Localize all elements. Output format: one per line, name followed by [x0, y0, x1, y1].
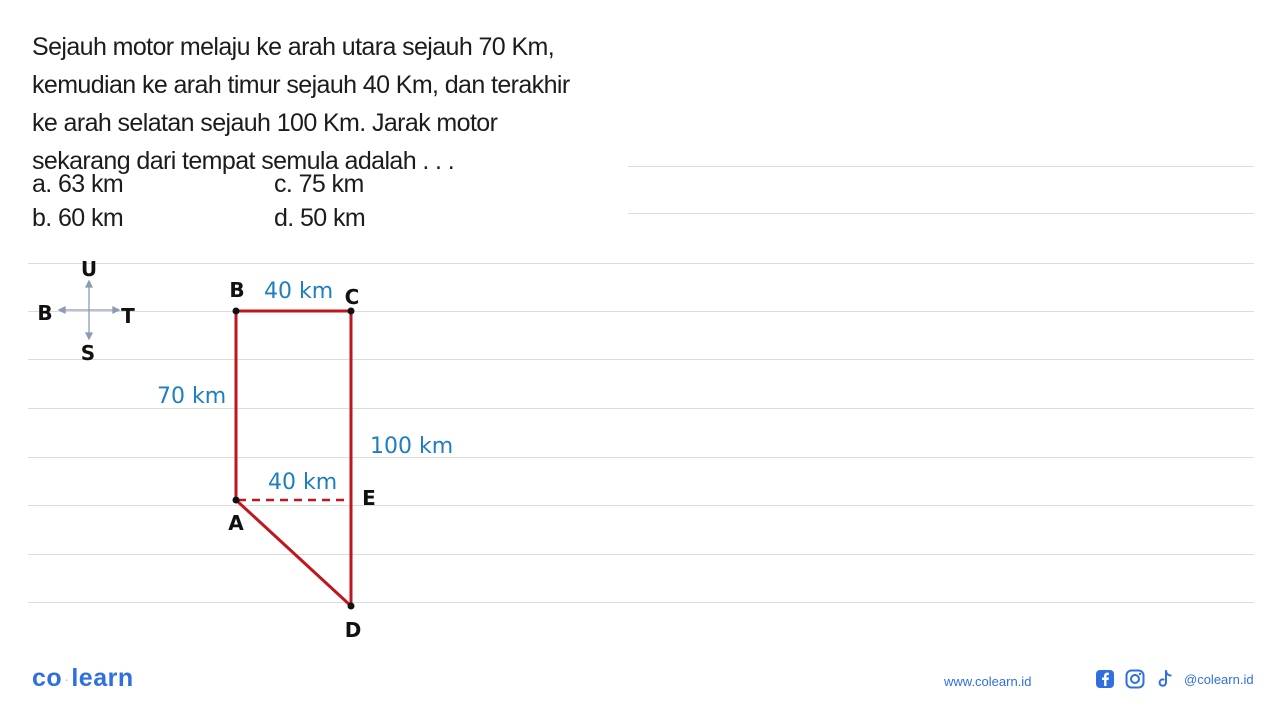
logo-part-learn: learn [71, 664, 134, 692]
compass-arrow-east [113, 307, 119, 313]
compass-arrow-north [86, 281, 92, 287]
option-d: d. 50 km [274, 204, 366, 232]
question-line: sekarang dari tempat semula adalah . . . [32, 147, 455, 175]
compass [59, 281, 119, 339]
social-links [1094, 668, 1254, 690]
facebook-icon[interactable] [1094, 668, 1116, 690]
website-url[interactable]: www.colearn.id [944, 674, 1032, 689]
option-c: c. 75 km [274, 170, 364, 198]
point-b [233, 308, 240, 315]
compass-west-label: B [37, 301, 53, 325]
point-d [348, 603, 355, 610]
question-line: kemudian ke arah timur sejauh 40 Km, dan terakhir [32, 71, 570, 99]
point-b-label: B [229, 278, 245, 302]
compass-arrow-south [86, 333, 92, 339]
compass-north-label: U [80, 257, 98, 281]
logo-part-co: co [32, 664, 63, 692]
compass-east-label: T [121, 304, 135, 328]
label-cd-distance: 100 km [370, 434, 454, 459]
point-c-label: C [344, 285, 360, 309]
label-ae-distance: 40 km [268, 470, 338, 495]
point-d-label: D [344, 618, 362, 642]
label-bc-distance: 40 km [264, 279, 334, 304]
option-b: b. 60 km [32, 204, 124, 232]
tiktok-icon[interactable] [1154, 668, 1176, 690]
point-a [233, 497, 240, 504]
logo-dot: · [64, 671, 70, 688]
segment-ad-resultant [236, 500, 351, 606]
question-line: Sejauh motor melaju ke arah utara sejauh 70 Km, [32, 33, 555, 61]
compass-south-label: S [80, 341, 96, 365]
option-a: a. 63 km [32, 170, 124, 198]
social-handle[interactable]: @colearn.id [1184, 671, 1254, 687]
compass-arrow-west [59, 307, 65, 313]
point-e-label: E [362, 486, 376, 510]
question-line: ke arah selatan sejauh 100 Km. Jarak motor [32, 109, 498, 137]
colearn-logo [32, 664, 134, 693]
label-ab-distance: 70 km [157, 384, 227, 409]
point-a-label: A [228, 511, 244, 535]
instagram-icon[interactable] [1124, 668, 1146, 690]
